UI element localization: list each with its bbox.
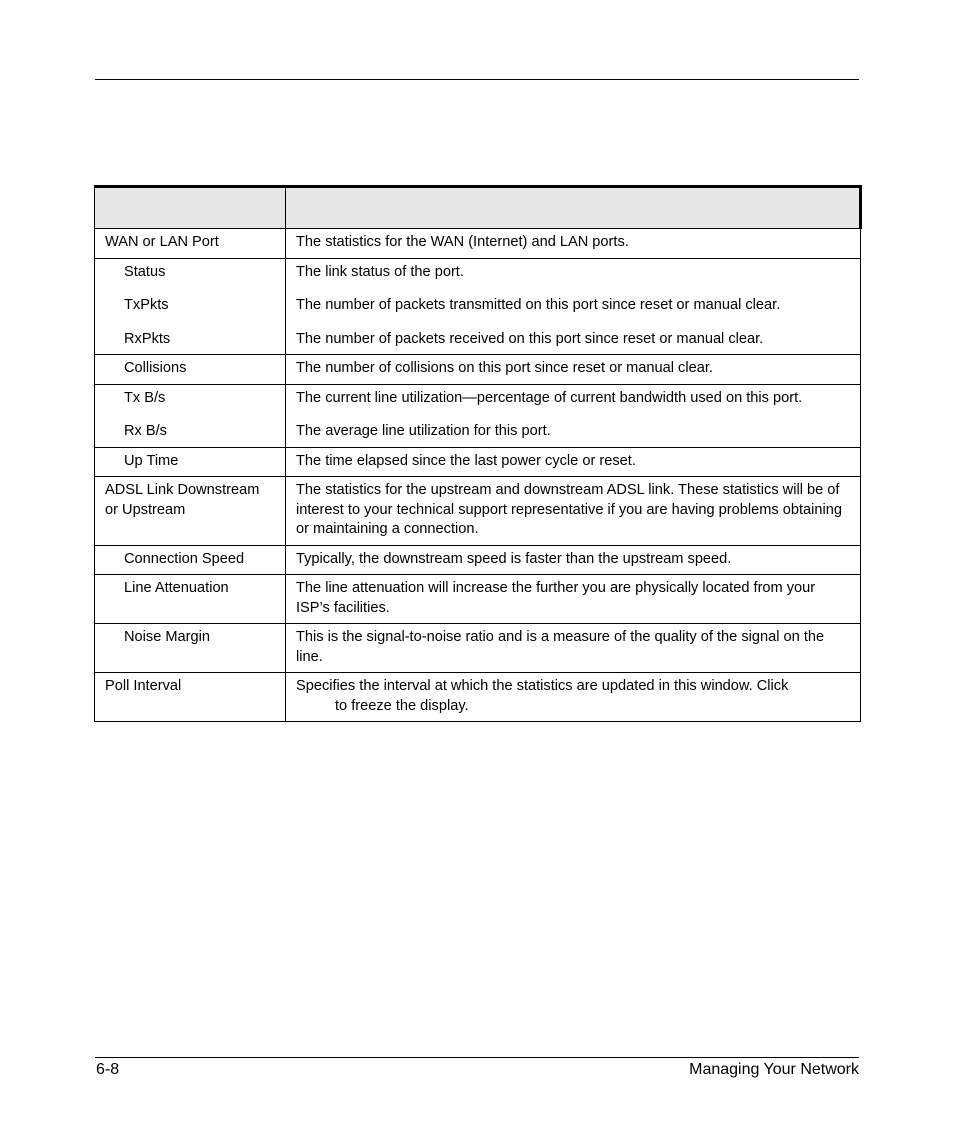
- table-row: [95, 673, 861, 722]
- item-name: WAN or LAN Port: [105, 234, 219, 250]
- table-row: [95, 258, 861, 355]
- item-description: This is the signal-to-noise ratio and is a measure of the quality of the signal on the line.: [296, 629, 825, 665]
- item-cell: [95, 575, 286, 624]
- item-description: The number of packets transmitted on this port since reset or manual clear.: [296, 297, 781, 313]
- item-name: TxPkts: [124, 297, 169, 313]
- description-cell: [286, 545, 861, 575]
- description-cell: [286, 575, 861, 624]
- item-name: Up Time: [124, 452, 179, 469]
- item-description: The number of packets received on this port since reset or manual clear.: [296, 330, 764, 347]
- item-name: Collisions: [124, 360, 187, 376]
- column-header-description: [286, 187, 861, 229]
- description-cell: [286, 673, 861, 722]
- item-name: Line Attenuation: [124, 580, 229, 596]
- table-row: [95, 624, 861, 673]
- table-body: [95, 229, 861, 722]
- description-cell: [286, 477, 861, 546]
- table-row: [95, 384, 861, 447]
- column-header-item: [95, 187, 286, 229]
- item-name: RxPkts: [124, 330, 171, 347]
- item-description: The number of collisions on this port since reset or manual clear.: [296, 360, 713, 376]
- description-cell: [286, 229, 861, 259]
- table-row: [95, 447, 861, 477]
- item-description: The statistics for the WAN (Internet) and LAN ports.: [296, 234, 629, 250]
- item-cell: [95, 258, 286, 355]
- item-cell: [95, 229, 286, 259]
- item-description: The link status of the port.: [296, 263, 464, 280]
- statistics-table: [94, 185, 862, 722]
- table-row: [95, 477, 861, 546]
- item-description: Specifies the interval at which the statistics are updated in this window. Click: [296, 678, 789, 694]
- item-cell: [95, 355, 286, 385]
- item-description: The time elapsed since the last power cycle or reset.: [296, 452, 636, 469]
- item-cell: [95, 624, 286, 673]
- item-description: The statistics for the upstream and downstream ADSL link. These statistics will be of interest to your technical support representative if you are having problems obtaining or maintaining a connection.: [296, 482, 842, 537]
- item-description: The line attenuation will increase the further you are physically located from your ISP’s facilities.: [296, 580, 816, 616]
- table-row: [95, 545, 861, 575]
- description-cell: [286, 624, 861, 673]
- item-name: Rx B/s: [124, 423, 167, 439]
- item-cell: [95, 447, 286, 477]
- chapter-title: Managing Your Network: [689, 1061, 859, 1078]
- table-row: [95, 575, 861, 624]
- table-row: [95, 229, 861, 259]
- item-description: The average line utilization for this port.: [296, 423, 551, 439]
- item-description: The current line utilization—percentage of current bandwidth used on this port.: [296, 389, 803, 406]
- item-name: Connection Speed: [124, 550, 245, 567]
- item-name: Noise Margin: [124, 629, 210, 645]
- footer-rule: [95, 1057, 859, 1058]
- table-header-row: [95, 187, 861, 229]
- header-rule: [95, 79, 859, 80]
- description-cell: [286, 384, 861, 447]
- description-cell: [286, 447, 861, 477]
- item-cell: [95, 477, 286, 546]
- item-name: Poll Interval: [105, 678, 182, 694]
- item-cell: [95, 673, 286, 722]
- item-description: to freeze the display.: [335, 697, 469, 714]
- description-cell: [286, 258, 861, 355]
- item-name: Status: [124, 263, 166, 280]
- item-cell: [95, 384, 286, 447]
- item-name: Tx B/s: [124, 389, 166, 406]
- item-description: Typically, the downstream speed is faster than the upstream speed.: [296, 550, 732, 567]
- item-cell: [95, 545, 286, 575]
- item-name: ADSL Link Downstream or Upstream: [105, 482, 260, 518]
- table-row: [95, 355, 861, 385]
- description-cell: [286, 355, 861, 385]
- page-number: 6-8: [96, 1061, 120, 1078]
